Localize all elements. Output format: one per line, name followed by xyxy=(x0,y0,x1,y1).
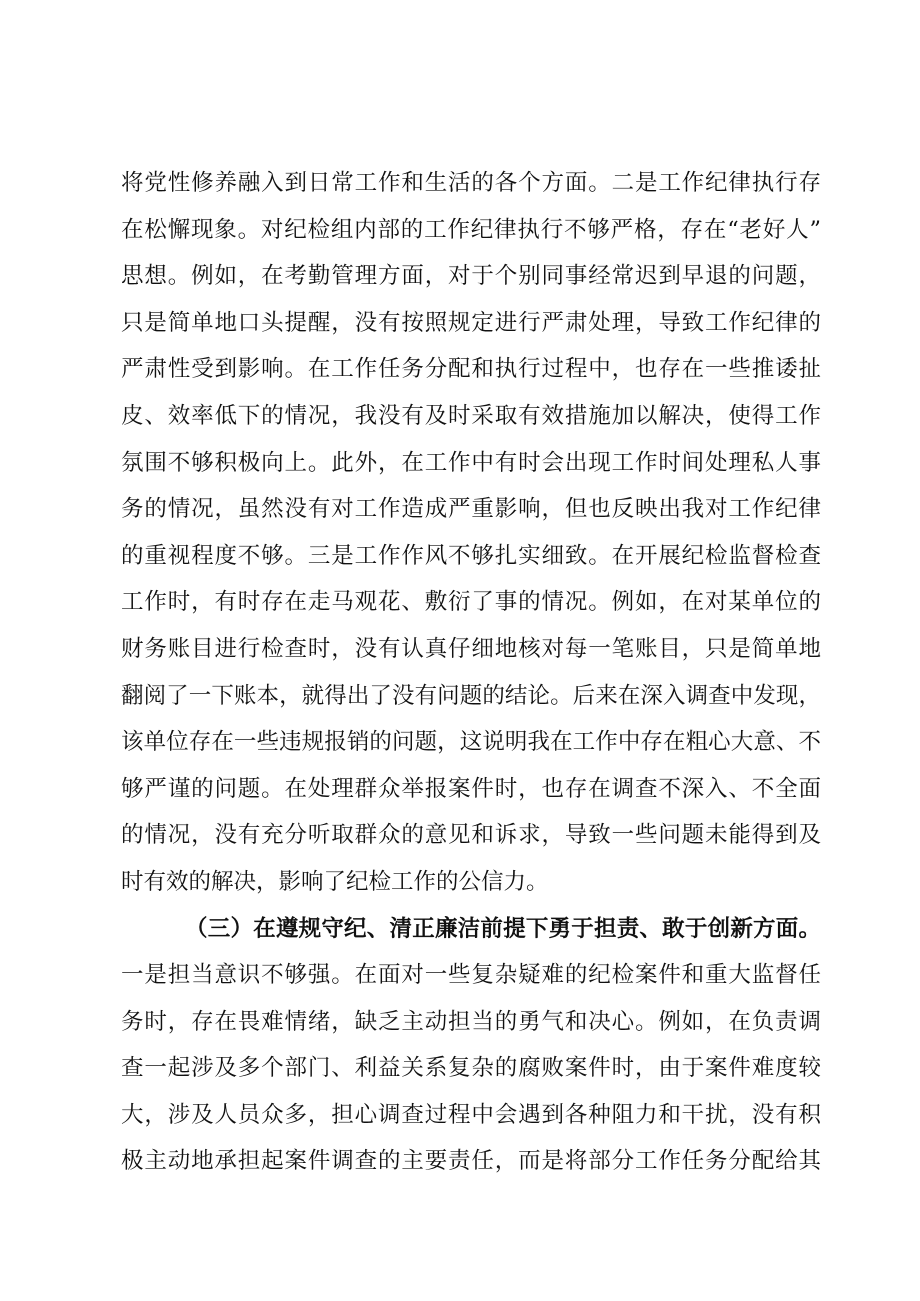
text-line: 该单位存在一些违规报销的问题，这说明我在工作中存在粗心大意、不 xyxy=(121,729,821,756)
text-line: 严肃性受到影响。在工作任务分配和执行过程中，也存在一些推诿扯 xyxy=(121,356,821,383)
text-line: 皮、效率低下的情况，我没有及时采取有效措施加以解决，使得工作 xyxy=(121,402,821,429)
text-line: 大，涉及人员众多，担心调查过程中会遇到各种阻力和干扰，没有积 xyxy=(121,1101,821,1128)
section-heading: （三）在遵规守纪、清正廉洁前提下勇于担责、敢于创新方面。 xyxy=(185,915,821,942)
paragraph-end-line: 时有效的解决，影响了纪检工作的公信力。 xyxy=(121,868,549,895)
text-line: 务的情况，虽然没有对工作造成严重影响，但也反映出我对工作纪律 xyxy=(121,496,821,523)
text-line: 够严谨的问题。在处理群众举报案件时，也存在调查不深入、不全面 xyxy=(121,775,821,802)
text-line: 财务账目进行检查时，没有认真仔细地核对每一笔账目，只是简单地 xyxy=(121,635,821,662)
text-line: 工作时，有时存在走马观花、敷衍了事的情况。例如，在对某单位的 xyxy=(121,589,821,616)
text-line: 只是简单地口头提醒，没有按照规定进行严肃处理，导致工作纪律的 xyxy=(121,309,821,336)
text-line: 思想。例如，在考勤管理方面，对于个别同事经常迟到早退的问题， xyxy=(121,263,821,290)
text-line: 的重视程度不够。三是工作作风不够扎实细致。在开展纪检监督检查 xyxy=(121,542,821,569)
text-line: 在松懈现象。对纪检组内部的工作纪律执行不够严格，存在“老好人” xyxy=(121,216,821,243)
text-line: 务时，存在畏难情绪，缺乏主动担当的勇气和决心。例如，在负责调 xyxy=(121,1008,821,1035)
text-line: 极主动地承担起案件调查的主要责任，而是将部分工作任务分配给其 xyxy=(121,1148,821,1175)
body-text xyxy=(121,160,821,1185)
text-line: 查一起涉及多个部门、利益关系复杂的腐败案件时，由于案件难度较 xyxy=(121,1055,821,1082)
text-line: 的情况，没有充分听取群众的意见和诉求，导致一些问题未能得到及 xyxy=(121,822,821,849)
text-line: 翻阅了一下账本，就得出了没有问题的结论。后来在深入调查中发现， xyxy=(121,682,821,709)
text-line: 将党性修养融入到日常工作和生活的各个方面。二是工作纪律执行存 xyxy=(121,170,821,196)
text-line: 氛围不够积极向上。此外，在工作中有时会出现工作时间处理私人事 xyxy=(121,449,821,476)
text-line: 一是担当意识不够强。在面对一些复杂疑难的纪检案件和重大监督任 xyxy=(121,962,821,989)
